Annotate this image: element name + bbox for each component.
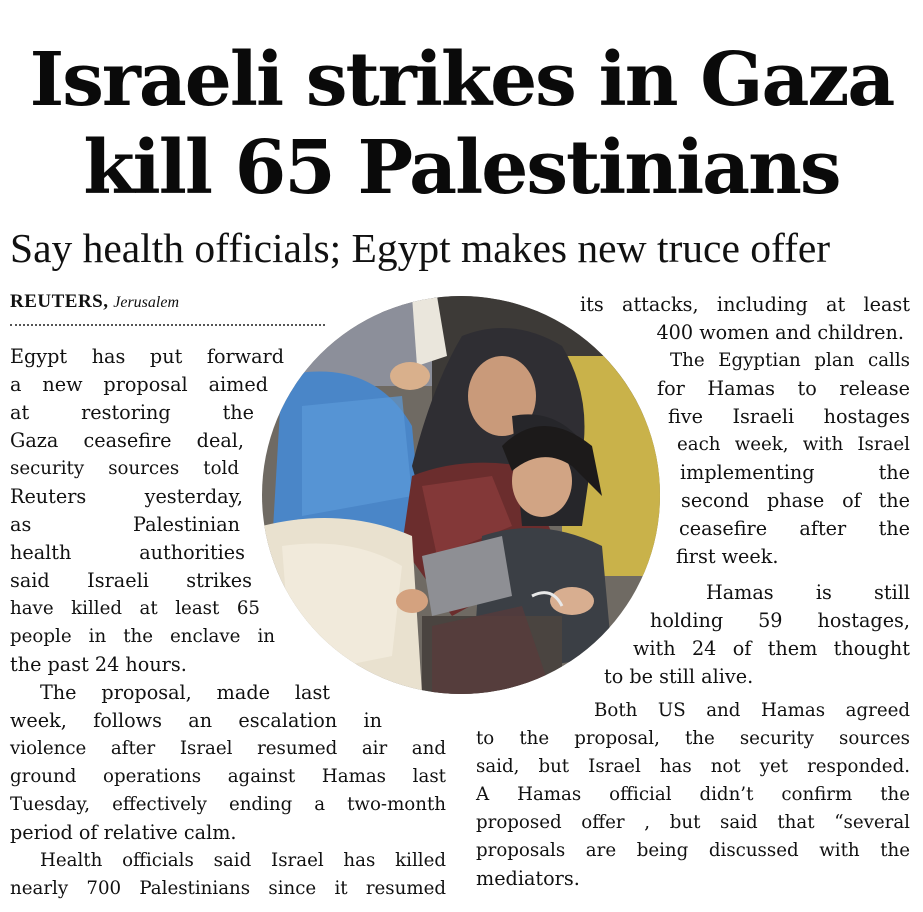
article-line: Egypt has put forward xyxy=(10,345,284,368)
byline xyxy=(10,290,179,315)
article-line: proposed offer , but said that “several xyxy=(476,812,910,833)
article-line: five Israeli hostages xyxy=(668,405,910,428)
article-line: Both US and Hamas agreed xyxy=(594,700,910,721)
article-line: holding 59 hostages, xyxy=(650,609,910,632)
article-line: the past 24 hours. xyxy=(10,653,187,676)
article-line: A Hamas official didn’t confirm the xyxy=(476,784,910,805)
article-line: second phase of the xyxy=(681,489,910,512)
news-photo-grieving-women-icon xyxy=(262,296,660,694)
article-line: violence after Israel resumed air and xyxy=(10,738,446,759)
article-line: ceasefire after the xyxy=(679,517,910,540)
subheadline: Say health officials; Egypt makes new truce offer xyxy=(10,225,831,271)
article-line: proposals are being discussed with the xyxy=(476,840,910,861)
article-line: said, but Israel has not yet responded. xyxy=(476,756,910,777)
article-line: Reuters yesterday, xyxy=(10,485,243,508)
article-line: with 24 of them thought xyxy=(633,637,910,660)
article-line: security sources told xyxy=(10,458,239,479)
article-line: first week. xyxy=(676,545,779,568)
article-line: mediators. xyxy=(476,867,580,890)
headline-line-2: kill 65 Palestinians xyxy=(83,125,840,211)
byline-location: Jerusalem xyxy=(113,294,180,311)
article-line: nearly 700 Palestinians since it resumed xyxy=(10,878,446,899)
article-line: as Palestinian xyxy=(10,513,240,536)
byline-divider xyxy=(10,324,325,326)
article-line: ground operations against Hamas last xyxy=(10,766,446,787)
headline-line-1: Israeli strikes in Gaza xyxy=(29,37,894,123)
article-line: period of relative calm. xyxy=(10,821,237,844)
article-line: each week, with Israel xyxy=(677,434,910,455)
news-photo xyxy=(262,296,660,694)
article-line: implementing the xyxy=(680,461,910,484)
article-line: a new proposal aimed xyxy=(10,373,268,396)
byline-agency: REUTERS, xyxy=(10,291,109,312)
article-line: The Egyptian plan calls xyxy=(670,350,910,371)
article-line: at restoring the xyxy=(10,401,254,424)
article-line: said Israeli strikes xyxy=(10,569,252,592)
article-line: have killed at least 65 xyxy=(10,598,260,619)
article-line: people in the enclave in xyxy=(10,626,275,647)
article-line: week, follows an escalation in xyxy=(10,709,382,732)
article-line: for Hamas to release xyxy=(657,377,910,400)
article-line: Health officials said Israel has killed xyxy=(40,850,446,871)
article-line: to be still alive. xyxy=(604,665,754,688)
article-line: Gaza ceasefire deal, xyxy=(10,429,244,452)
article-line: its attacks, including at least xyxy=(580,293,910,316)
article-line: 400 women and children. xyxy=(656,321,904,344)
article-line: The proposal, made last xyxy=(40,681,330,704)
article-line: Hamas is still xyxy=(706,581,910,604)
article-line: health authorities xyxy=(10,541,245,564)
article-line: Tuesday, effectively ending a two-month xyxy=(10,794,446,815)
article-line: to the proposal, the security sources xyxy=(476,728,910,749)
